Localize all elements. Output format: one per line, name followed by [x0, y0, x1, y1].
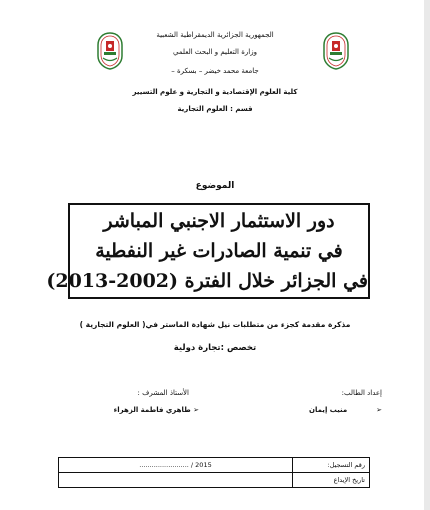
- bullet-arrow-icon: ➢: [193, 406, 199, 414]
- table-row: [59, 458, 370, 473]
- republic-line: الجمهورية الجزائرية الديمقراطية الشعبية: [156, 31, 274, 39]
- page-edge: [424, 0, 430, 510]
- supervisor-entry: [114, 406, 199, 414]
- specialty-line: تخصص :تجارة دولية: [173, 343, 257, 353]
- registration-number-value: ........................ / 2015: [59, 458, 293, 473]
- title-line-3: في الجزائر خلال الفترة (2002-2013): [46, 270, 368, 292]
- topic-label: الموضوع: [195, 181, 235, 191]
- memo-line: مذكرة مقدمة كجزء من متطلبات نيل شهادة الماستر في( العلوم التجارية ): [79, 320, 351, 329]
- title-line-2: في تنمية الصادرات غير النفطية: [95, 240, 343, 262]
- title-line-1: دور الاستثمار الاجنبي المباشر: [103, 210, 335, 232]
- registration-table: [58, 457, 370, 488]
- student-label: إعداد الطالب:: [341, 389, 382, 397]
- bullet-arrow-icon: ➢: [376, 406, 382, 414]
- ministry-line: وزارة التعليم و البحث العلمي: [173, 48, 257, 56]
- registration-number-label: رقم التسجيل:: [293, 458, 370, 473]
- student-entry: [309, 406, 382, 414]
- deposit-date-label: تاريخ الإيداع: [293, 473, 370, 488]
- supervisor-name: طاهري فاطمة الزهراء: [113, 406, 191, 414]
- university-line: جامعة محمد خيضر – بسكرة –: [171, 67, 259, 75]
- title-box: [46, 203, 370, 299]
- table-row: [59, 473, 370, 488]
- deposit-date-value: [59, 473, 293, 488]
- faculty-line: كلية العلوم الإقتصادية و التجارية و علوم التسيير: [132, 88, 298, 96]
- department-line: قسم : العلوم التجارية: [177, 105, 253, 113]
- student-name: منيب إيمان: [309, 406, 348, 414]
- supervisor-label: الأستاذ المشرف :: [137, 389, 189, 397]
